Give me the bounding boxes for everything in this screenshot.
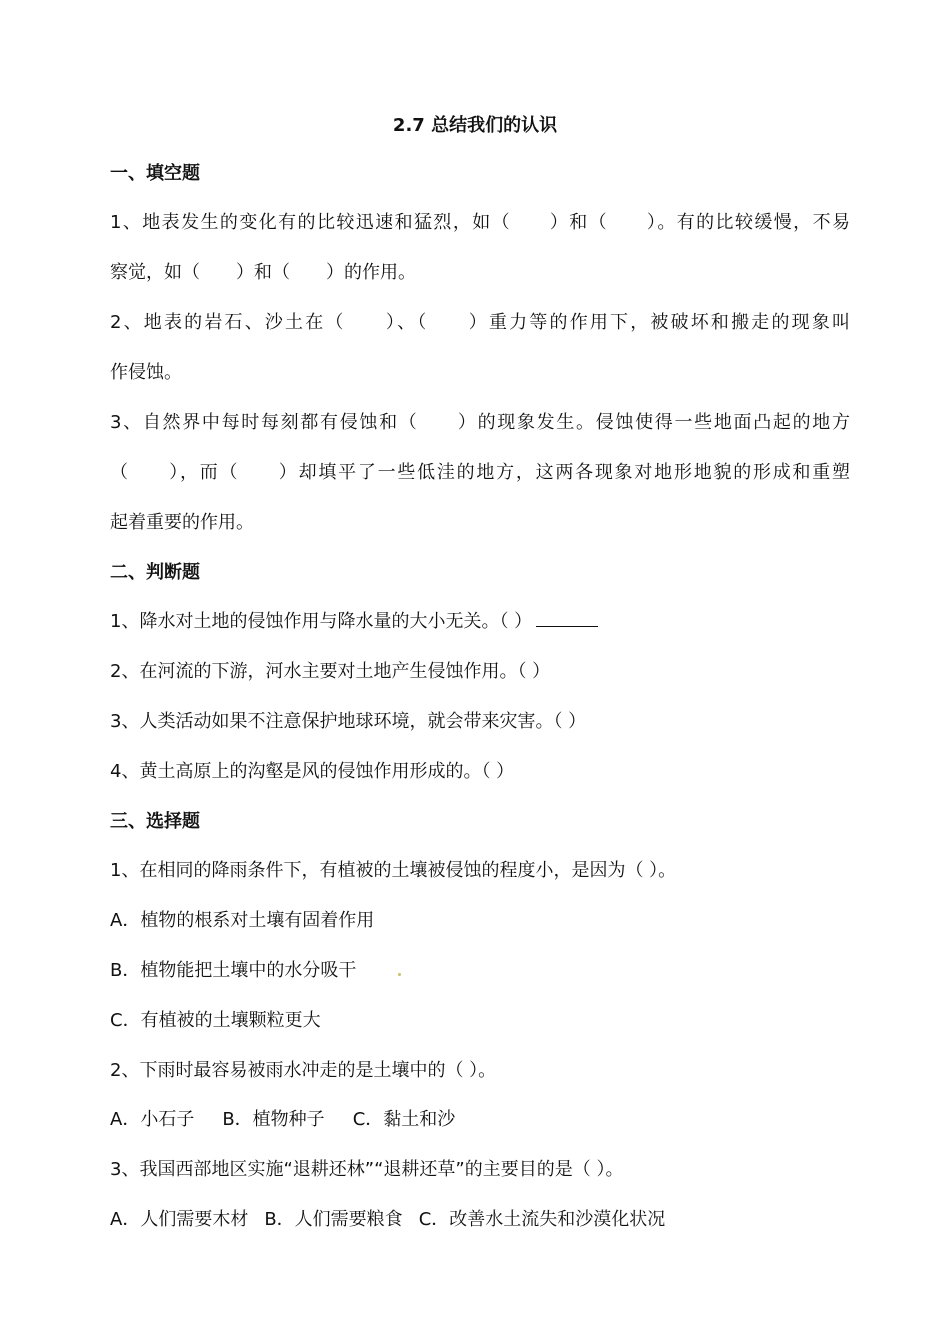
choice-question-3: 3、我国西部地区实施“退耕还林”“退耕还草”的主要目的是（ ）。 [110,1159,624,1180]
true-false-question-3: 3、人类活动如果不注意保护地球环境，就会带来灾害。（ ） [110,711,587,732]
choice-question-1-option-c: C．有植被的土壤颗粒更大 [110,1010,321,1031]
choice-question-3-option-b: B．人们需要粮食 [264,1209,403,1230]
fill-blank-question-1-line-2: 察觉，如（ ）和（ ）的作用。 [110,262,416,283]
choice-question-3-options [110,1206,850,1234]
answer-underline [536,608,598,627]
page-title: 2.7 总结我们的认识 [392,115,558,136]
choice-question-3-option-a: A．人们需要木材 [110,1209,249,1230]
section-heading-multiple-choice: 三、选择题 [110,811,200,832]
fill-blank-question-1-line-1: 1、地表发生的变化有的比较迅速和猛烈，如（ ）和（ ）。有的比较缓慢，不易 [110,212,850,233]
fill-blank-question-3-line-1: 3、自然界中每时每刻都有侵蚀和（ ）的现象发生。侵蚀使得一些地面凸起的地方 [110,412,850,433]
true-false-question-1 [110,608,850,636]
fill-blank-question-2-line-2: 作侵蚀。 [110,362,182,383]
choice-question-1: 1、在相同的降雨条件下，有植被的土壤被侵蚀的程度小，是因为（ ）。 [110,860,677,881]
choice-question-2-options [110,1106,850,1134]
true-false-question-4: 4、黄土高原上的沟壑是风的侵蚀作用形成的。（ ） [110,761,515,782]
choice-question-2-option-b: B．植物种子 [222,1109,325,1130]
scan-speck [398,973,401,976]
choice-question-3-option-c: C．改善水土流失和沙漠化状况 [418,1209,666,1230]
true-false-question-1-text: 1、降水对土地的侵蚀作用与降水量的大小无关。（ ） [110,611,533,632]
choice-question-1-option-b: B．植物能把土壤中的水分吸干 [110,960,357,981]
choice-question-2: 2、下雨时最容易被雨水冲走的是土壤中的（ ）。 [110,1060,497,1081]
fill-blank-question-2-line-1: 2、地表的岩石、沙土在（ ）、（ ）重力等的作用下，被破坏和搬走的现象叫 [110,312,850,333]
choice-question-2-option-a: A．小石子 [110,1109,195,1130]
section-heading-fill-blank: 一、填空题 [110,163,200,184]
section-heading-true-false: 二、判断题 [110,562,200,583]
choice-question-2-option-c: C．黏土和沙 [352,1109,456,1130]
true-false-question-2: 2、在河流的下游，河水主要对土地产生侵蚀作用。（ ） [110,661,551,682]
choice-question-1-option-a: A．植物的根系对土壤有固着作用 [110,910,375,931]
fill-blank-question-3-line-3: 起着重要的作用。 [110,512,254,533]
fill-blank-question-3-line-2: （ ），而（ ）却填平了一些低洼的地方，这两各现象对地形地貌的形成和重塑 [110,462,850,483]
